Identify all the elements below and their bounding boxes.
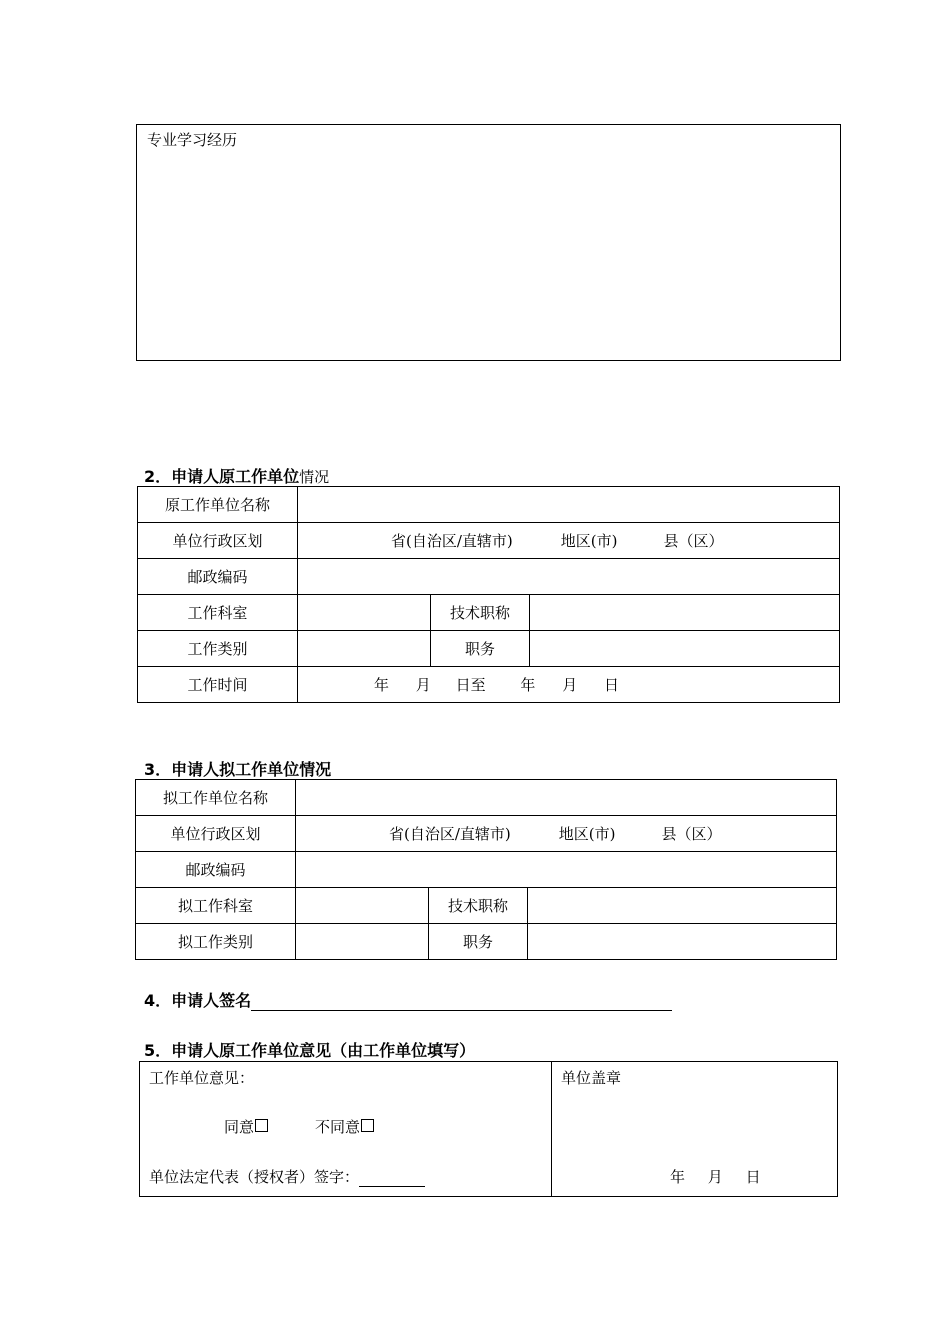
new-position-field[interactable] xyxy=(528,924,837,960)
orig-tech-title-field[interactable] xyxy=(530,595,840,631)
section2-heading xyxy=(144,464,329,487)
orig-work-time-label: 工作时间 xyxy=(138,667,298,703)
province-label: 省(自治区/直辖市) xyxy=(389,825,511,843)
new-dept-label: 拟工作科室 xyxy=(136,888,296,924)
orig-dept-label: 工作科室 xyxy=(138,595,298,631)
opinion-label: 工作单位意见： xyxy=(149,1069,255,1087)
section3-heading: 3．申请人拟工作单位情况 xyxy=(144,760,332,779)
table-row xyxy=(138,487,840,523)
section4-heading xyxy=(144,988,672,1011)
unit-signature-line[interactable] xyxy=(359,1170,425,1187)
orig-category-label: 工作类别 xyxy=(138,631,298,667)
new-admin-label: 单位行政区划 xyxy=(136,816,296,852)
section2-title-bold: 2．申请人原工作单位 xyxy=(144,467,300,486)
orig-work-time-field[interactable] xyxy=(298,667,840,703)
province-label: 省(自治区/直辖市) xyxy=(391,532,513,550)
new-unit-name-field[interactable] xyxy=(296,780,837,816)
agree-checkbox[interactable] xyxy=(255,1119,268,1132)
county-label: 县（区） xyxy=(663,532,724,550)
seal-date xyxy=(670,1166,761,1187)
new-tech-title-field[interactable] xyxy=(528,888,837,924)
table-row xyxy=(136,852,837,888)
agree-option[interactable] xyxy=(224,1116,268,1137)
date-part: 月 xyxy=(415,676,431,694)
county-label: 县（区） xyxy=(661,825,722,843)
intended-unit-table xyxy=(135,779,837,960)
orig-dept-field[interactable] xyxy=(298,595,431,631)
orig-tech-title-label: 技术职称 xyxy=(431,595,530,631)
disagree-checkbox[interactable] xyxy=(361,1119,374,1132)
section2-title-normal: 情况 xyxy=(299,468,330,486)
signature-row xyxy=(149,1166,425,1187)
original-unit-table xyxy=(137,486,840,703)
orig-unit-name-field[interactable] xyxy=(298,487,840,523)
table-row xyxy=(138,631,840,667)
date-part: 年 xyxy=(670,1168,686,1186)
orig-category-field[interactable] xyxy=(298,631,431,667)
table-row xyxy=(136,888,837,924)
admin-division-parts xyxy=(298,530,839,551)
date-part: 日至 xyxy=(455,676,486,694)
region-label: 地区(市) xyxy=(558,825,616,843)
new-dept-field[interactable] xyxy=(296,888,429,924)
applicant-signature-line[interactable] xyxy=(251,992,672,1011)
section4-title: 4．申请人签名 xyxy=(144,991,252,1010)
orig-admin-field[interactable] xyxy=(298,523,840,559)
study-history-box[interactable] xyxy=(136,124,841,361)
table-row xyxy=(138,523,840,559)
opinion-divider xyxy=(551,1062,552,1196)
new-category-field[interactable] xyxy=(296,924,429,960)
region-label: 地区(市) xyxy=(560,532,618,550)
new-unit-name-label: 拟工作单位名称 xyxy=(136,780,296,816)
new-postal-label: 邮政编码 xyxy=(136,852,296,888)
orig-admin-label: 单位行政区划 xyxy=(138,523,298,559)
new-admin-field[interactable] xyxy=(296,816,837,852)
section5-heading: 5．申请人原工作单位意见（由工作单位填写） xyxy=(144,1041,476,1060)
new-category-label: 拟工作类别 xyxy=(136,924,296,960)
orig-postal-label: 邮政编码 xyxy=(138,559,298,595)
table-row xyxy=(138,667,840,703)
new-tech-title-label: 技术职称 xyxy=(429,888,528,924)
signature-label: 单位法定代表（授权者）签字： xyxy=(149,1168,360,1186)
date-part: 日 xyxy=(745,1168,761,1186)
study-history-label: 专业学习经历 xyxy=(147,131,238,149)
date-part: 年 xyxy=(374,676,390,694)
date-part: 日 xyxy=(603,676,619,694)
disagree-option[interactable] xyxy=(315,1116,374,1137)
work-time-date-parts xyxy=(298,674,839,695)
table-row xyxy=(136,924,837,960)
table-row xyxy=(138,595,840,631)
table-row xyxy=(136,780,837,816)
date-part: 月 xyxy=(562,676,578,694)
orig-position-label: 职务 xyxy=(431,631,530,667)
disagree-label: 不同意 xyxy=(315,1118,361,1136)
table-row xyxy=(136,816,837,852)
date-part: 月 xyxy=(707,1168,723,1186)
orig-postal-field[interactable] xyxy=(298,559,840,595)
orig-position-field[interactable] xyxy=(530,631,840,667)
admin-division-parts xyxy=(296,823,836,844)
new-position-label: 职务 xyxy=(429,924,528,960)
agree-label: 同意 xyxy=(224,1118,255,1136)
unit-opinion-box xyxy=(139,1061,838,1197)
seal-label: 单位盖章 xyxy=(561,1069,622,1087)
table-row xyxy=(138,559,840,595)
orig-unit-name-label: 原工作单位名称 xyxy=(138,487,298,523)
new-postal-field[interactable] xyxy=(296,852,837,888)
date-part: 年 xyxy=(520,676,536,694)
